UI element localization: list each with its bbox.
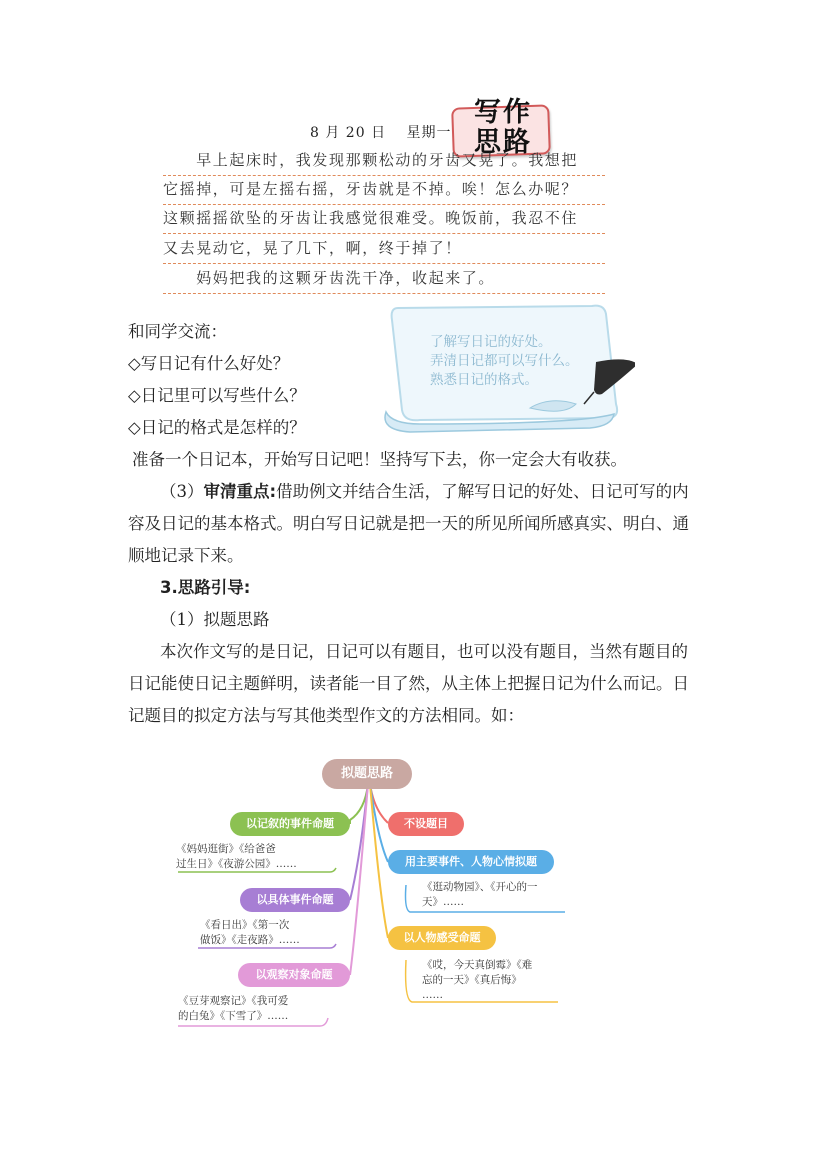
mindmap-example: 《哎，今天真倒霉》《难 bbox=[422, 959, 533, 971]
mindmap-node: 不设题目 bbox=[388, 812, 464, 836]
mindmap-examples bbox=[200, 918, 300, 948]
discussion-intro: 和同学交流： bbox=[128, 322, 227, 341]
mindmap-example: 《看日出》《第一次 bbox=[200, 919, 290, 931]
mindmap-node: 以记叙的事件命题 bbox=[230, 812, 350, 836]
section-paragraph: 本次作文写的是日记，日记可以有题目，也可以没有题目，当然有题目的 bbox=[160, 642, 688, 661]
title-mindmap bbox=[160, 750, 580, 1040]
focus-text: 顺地记录下来。 bbox=[128, 546, 244, 565]
section-paragraph: 日记能使日记主题鲜明，读者能一目了然，从主体上把握日记为什么而记。日 bbox=[128, 674, 689, 693]
diary-line: 它摇掉，可是左摇右摇，牙齿就是不掉。唉！怎么办呢？ bbox=[163, 177, 605, 205]
diary-line: 早上起床时，我发现那颗松动的牙齿又晃了。我想把 bbox=[163, 148, 605, 176]
section-heading: 3.思路引导: bbox=[160, 578, 251, 597]
focus-prefix: （3） bbox=[160, 482, 204, 501]
diary-date: 8 月 20 日 星期一 bbox=[310, 125, 452, 141]
section-subheading: （1）拟题思路 bbox=[160, 610, 270, 629]
mindmap-example: 《妈妈逛街》《给爸爸 bbox=[176, 843, 276, 855]
writing-idea-badge-label: 写作思路 bbox=[474, 97, 532, 158]
focus-text: 容及日记的基本格式。明白写日记就是把一天的所见所闻所感真实、明白、通 bbox=[128, 514, 689, 533]
mindmap-example: 过生日》《夜游公园》…… bbox=[176, 858, 297, 870]
mindmap-node: 用主要事件、人物心情拟题 bbox=[388, 850, 554, 874]
diary-line: 这颗摇摇欲坠的牙齿让我感觉很难受。晚饭前，我忍不住 bbox=[163, 206, 605, 234]
tip-item: 了解写日记的好处。 bbox=[430, 334, 552, 350]
mindmap-examples bbox=[422, 958, 532, 1003]
tip-item: 熟悉日记的格式。 bbox=[430, 372, 538, 388]
mindmap-example: 做饭》《走夜路》…… bbox=[200, 934, 300, 946]
mindmap-example: …… bbox=[422, 989, 443, 1001]
mindmap-example: 天》…… bbox=[422, 896, 464, 908]
tip-item: 弄清日记都可以写什么。 bbox=[430, 353, 579, 369]
discussion-question: ◇日记的格式是怎样的？ bbox=[128, 418, 306, 437]
mindmap-example: 《逛动物园》、《开心的一 bbox=[422, 881, 538, 893]
diary-line: 又去晃动它，晃了几下，啊，终于掉了！ bbox=[163, 236, 605, 264]
mindmap-examples bbox=[178, 994, 288, 1024]
mindmap-root: 拟题思路 bbox=[322, 759, 412, 789]
discussion-closing: 准备一个日记本，开始写日记吧！坚持写下去，你一定会大有收获。 bbox=[132, 450, 627, 469]
mindmap-node: 以观察对象命题 bbox=[238, 963, 350, 987]
discussion-question: ◇写日记有什么好处？ bbox=[128, 354, 290, 373]
mindmap-example: 《豆芽观察记》《我可爱 bbox=[178, 995, 289, 1007]
diary-line: 妈妈把我的这颗牙齿洗干净，收起来了。 bbox=[163, 266, 605, 294]
discussion-block bbox=[128, 316, 700, 732]
mindmap-examples bbox=[422, 880, 538, 910]
discussion-question: ◇日记里可以写些什么？ bbox=[128, 386, 306, 405]
mindmap-node: 以人物感受命题 bbox=[388, 926, 496, 950]
focus-label: 审清重点: bbox=[203, 482, 277, 501]
mindmap-examples bbox=[176, 842, 297, 872]
section-paragraph: 记题目的拟定方法与写其他类型作文的方法相同。如： bbox=[128, 706, 524, 725]
mindmap-example: 的白兔》《下雪了》…… bbox=[178, 1010, 289, 1022]
mindmap-node: 以具体事件命题 bbox=[240, 888, 350, 912]
focus-paragraph bbox=[160, 476, 700, 508]
mindmap-example: 忘的一天》《真后悔》 bbox=[422, 974, 522, 986]
focus-text: 借助例文并结合生活，了解写日记的好处、日记可写的内 bbox=[276, 482, 689, 501]
